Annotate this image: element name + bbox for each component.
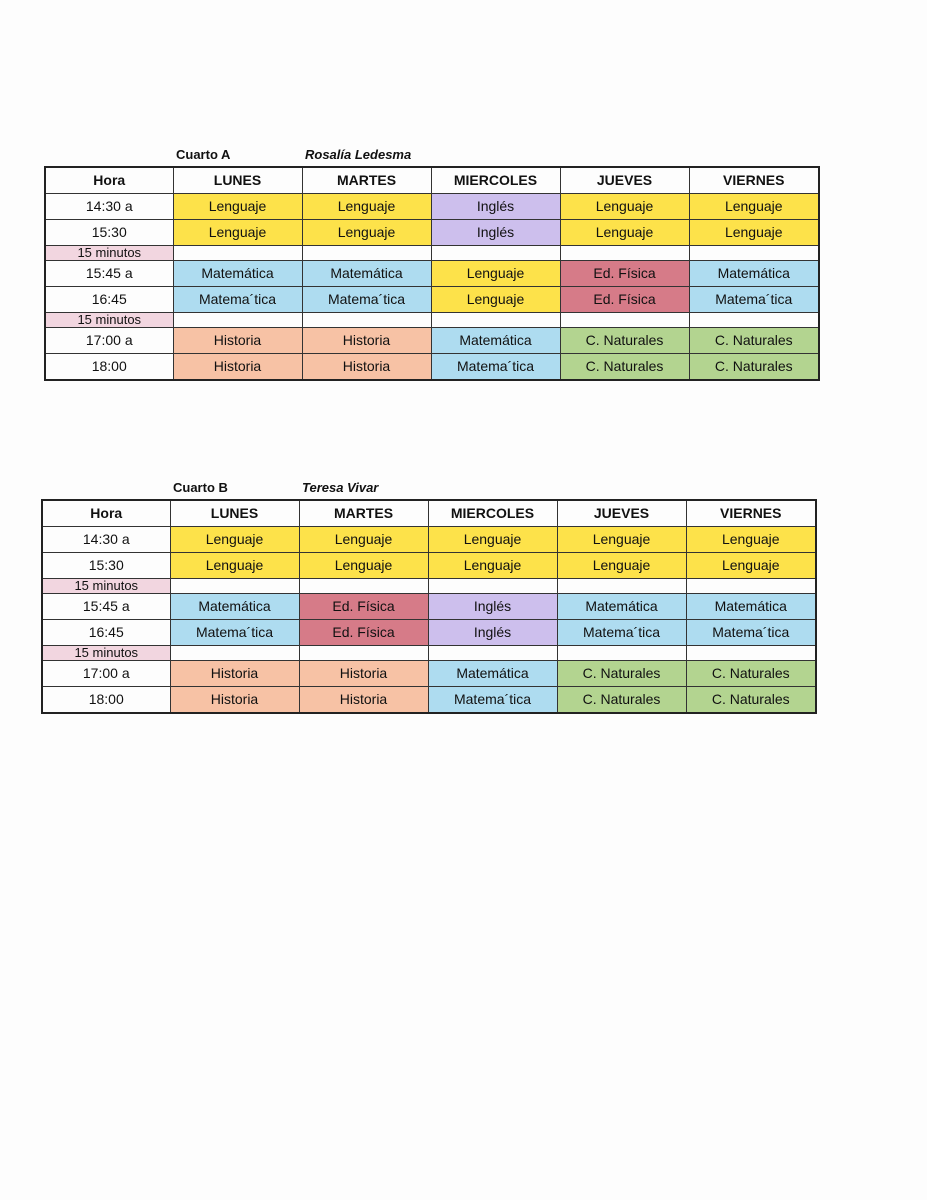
break-cell: [560, 313, 689, 328]
subject-cell: Lenguaje: [560, 220, 689, 246]
table-row: [42, 687, 816, 714]
break-row: [42, 579, 816, 594]
subject-cell: Matema´tica: [686, 620, 816, 646]
subject-cell: Historia: [173, 354, 302, 381]
break-cell: [689, 246, 819, 261]
subject-cell: Matema´tica: [431, 354, 560, 381]
time-cell: 14:30 a: [42, 527, 170, 553]
table-row: [45, 194, 819, 220]
table-row: [42, 661, 816, 687]
subject-cell: Matemática: [557, 594, 686, 620]
subject-cell: Matema´tica: [173, 287, 302, 313]
time-cell: 16:45: [42, 620, 170, 646]
room-label: Cuarto B: [173, 480, 228, 495]
subject-cell: Matemática: [302, 261, 431, 287]
teacher-name: Rosalía Ledesma: [305, 147, 412, 162]
subject-cell: Ed. Física: [299, 620, 428, 646]
break-label: 15 minutos: [42, 579, 170, 594]
break-cell: [173, 246, 302, 261]
time-cell: 16:45: [45, 287, 173, 313]
subject-cell: Lenguaje: [302, 220, 431, 246]
subject-cell: Matema´tica: [170, 620, 299, 646]
time-cell: 14:30 a: [45, 194, 173, 220]
day-header: JUEVES: [560, 167, 689, 194]
subject-cell: Matemática: [428, 661, 557, 687]
break-cell: [302, 246, 431, 261]
break-cell: [299, 579, 428, 594]
break-cell: [170, 579, 299, 594]
time-cell: 18:00: [42, 687, 170, 714]
subject-cell: Historia: [170, 687, 299, 714]
subject-cell: Lenguaje: [299, 553, 428, 579]
subject-cell: Ed. Física: [560, 287, 689, 313]
day-header: MIERCOLES: [428, 500, 557, 527]
day-header: VIERNES: [686, 500, 816, 527]
table-row: [45, 354, 819, 381]
day-header: LUNES: [170, 500, 299, 527]
table-row: [42, 594, 816, 620]
day-header: MARTES: [302, 167, 431, 194]
subject-cell: Lenguaje: [299, 527, 428, 553]
break-cell: [299, 646, 428, 661]
subject-cell: Matema´tica: [689, 287, 819, 313]
subject-cell: Matemática: [689, 261, 819, 287]
room-label: Cuarto A: [176, 147, 231, 162]
break-label: 15 minutos: [45, 246, 173, 261]
header-row: [45, 167, 819, 194]
day-header: MARTES: [299, 500, 428, 527]
subject-cell: C. Naturales: [686, 661, 816, 687]
table-row: [42, 553, 816, 579]
break-row: [42, 646, 816, 661]
subject-cell: Matema´tica: [428, 687, 557, 714]
break-cell: [557, 579, 686, 594]
break-cell: [686, 579, 816, 594]
subject-cell: C. Naturales: [557, 687, 686, 714]
subject-cell: Historia: [299, 687, 428, 714]
subject-cell: Lenguaje: [689, 220, 819, 246]
subject-cell: Historia: [173, 328, 302, 354]
break-cell: [686, 646, 816, 661]
subject-cell: C. Naturales: [557, 661, 686, 687]
break-label: 15 minutos: [45, 313, 173, 328]
time-cell: 15:30: [45, 220, 173, 246]
time-cell: 17:00 a: [42, 661, 170, 687]
subject-cell: Inglés: [428, 620, 557, 646]
subject-cell: C. Naturales: [686, 687, 816, 714]
subject-cell: Lenguaje: [431, 287, 560, 313]
subject-cell: Lenguaje: [302, 194, 431, 220]
teacher-name: Teresa Vivar: [302, 480, 379, 495]
table-row: [45, 328, 819, 354]
subject-cell: Lenguaje: [428, 553, 557, 579]
subject-cell: Lenguaje: [560, 194, 689, 220]
table-row: [45, 261, 819, 287]
break-cell: [428, 579, 557, 594]
time-cell: 17:00 a: [45, 328, 173, 354]
schedule-table: [41, 499, 817, 714]
time-cell: 15:30: [42, 553, 170, 579]
subject-cell: Historia: [302, 354, 431, 381]
subject-cell: Ed. Física: [560, 261, 689, 287]
subject-cell: Matemática: [173, 261, 302, 287]
break-cell: [428, 646, 557, 661]
subject-cell: Inglés: [428, 594, 557, 620]
subject-cell: C. Naturales: [560, 354, 689, 381]
time-cell: 15:45 a: [42, 594, 170, 620]
subject-cell: Matemática: [686, 594, 816, 620]
break-cell: [689, 313, 819, 328]
table-row: [45, 220, 819, 246]
subject-cell: Lenguaje: [428, 527, 557, 553]
day-header: JUEVES: [557, 500, 686, 527]
subject-cell: Matema´tica: [302, 287, 431, 313]
subject-cell: Lenguaje: [173, 194, 302, 220]
break-cell: [431, 246, 560, 261]
break-cell: [560, 246, 689, 261]
subject-cell: Lenguaje: [170, 527, 299, 553]
day-header: MIERCOLES: [431, 167, 560, 194]
time-cell: 15:45 a: [45, 261, 173, 287]
subject-cell: Lenguaje: [686, 553, 816, 579]
hora-header: Hora: [42, 500, 170, 527]
table-row: [45, 287, 819, 313]
break-cell: [173, 313, 302, 328]
subject-cell: C. Naturales: [689, 328, 819, 354]
day-header: VIERNES: [689, 167, 819, 194]
subject-cell: Lenguaje: [557, 527, 686, 553]
subject-cell: C. Naturales: [689, 354, 819, 381]
table-row: [42, 527, 816, 553]
subject-cell: C. Naturales: [560, 328, 689, 354]
break-cell: [557, 646, 686, 661]
subject-cell: Historia: [170, 661, 299, 687]
subject-cell: Matemática: [431, 328, 560, 354]
subject-cell: Lenguaje: [689, 194, 819, 220]
header-row: [42, 500, 816, 527]
schedule-table: [44, 166, 820, 381]
subject-cell: Historia: [299, 661, 428, 687]
time-cell: 18:00: [45, 354, 173, 381]
subject-cell: Lenguaje: [557, 553, 686, 579]
subject-cell: Lenguaje: [173, 220, 302, 246]
subject-cell: Matema´tica: [557, 620, 686, 646]
subject-cell: Lenguaje: [686, 527, 816, 553]
break-row: [45, 246, 819, 261]
subject-cell: Historia: [302, 328, 431, 354]
break-cell: [170, 646, 299, 661]
break-cell: [302, 313, 431, 328]
subject-cell: Inglés: [431, 220, 560, 246]
break-row: [45, 313, 819, 328]
hora-header: Hora: [45, 167, 173, 194]
subject-cell: Matemática: [170, 594, 299, 620]
subject-cell: Inglés: [431, 194, 560, 220]
subject-cell: Lenguaje: [431, 261, 560, 287]
subject-cell: Lenguaje: [170, 553, 299, 579]
break-label: 15 minutos: [42, 646, 170, 661]
subject-cell: Ed. Física: [299, 594, 428, 620]
table-row: [42, 620, 816, 646]
day-header: LUNES: [173, 167, 302, 194]
break-cell: [431, 313, 560, 328]
